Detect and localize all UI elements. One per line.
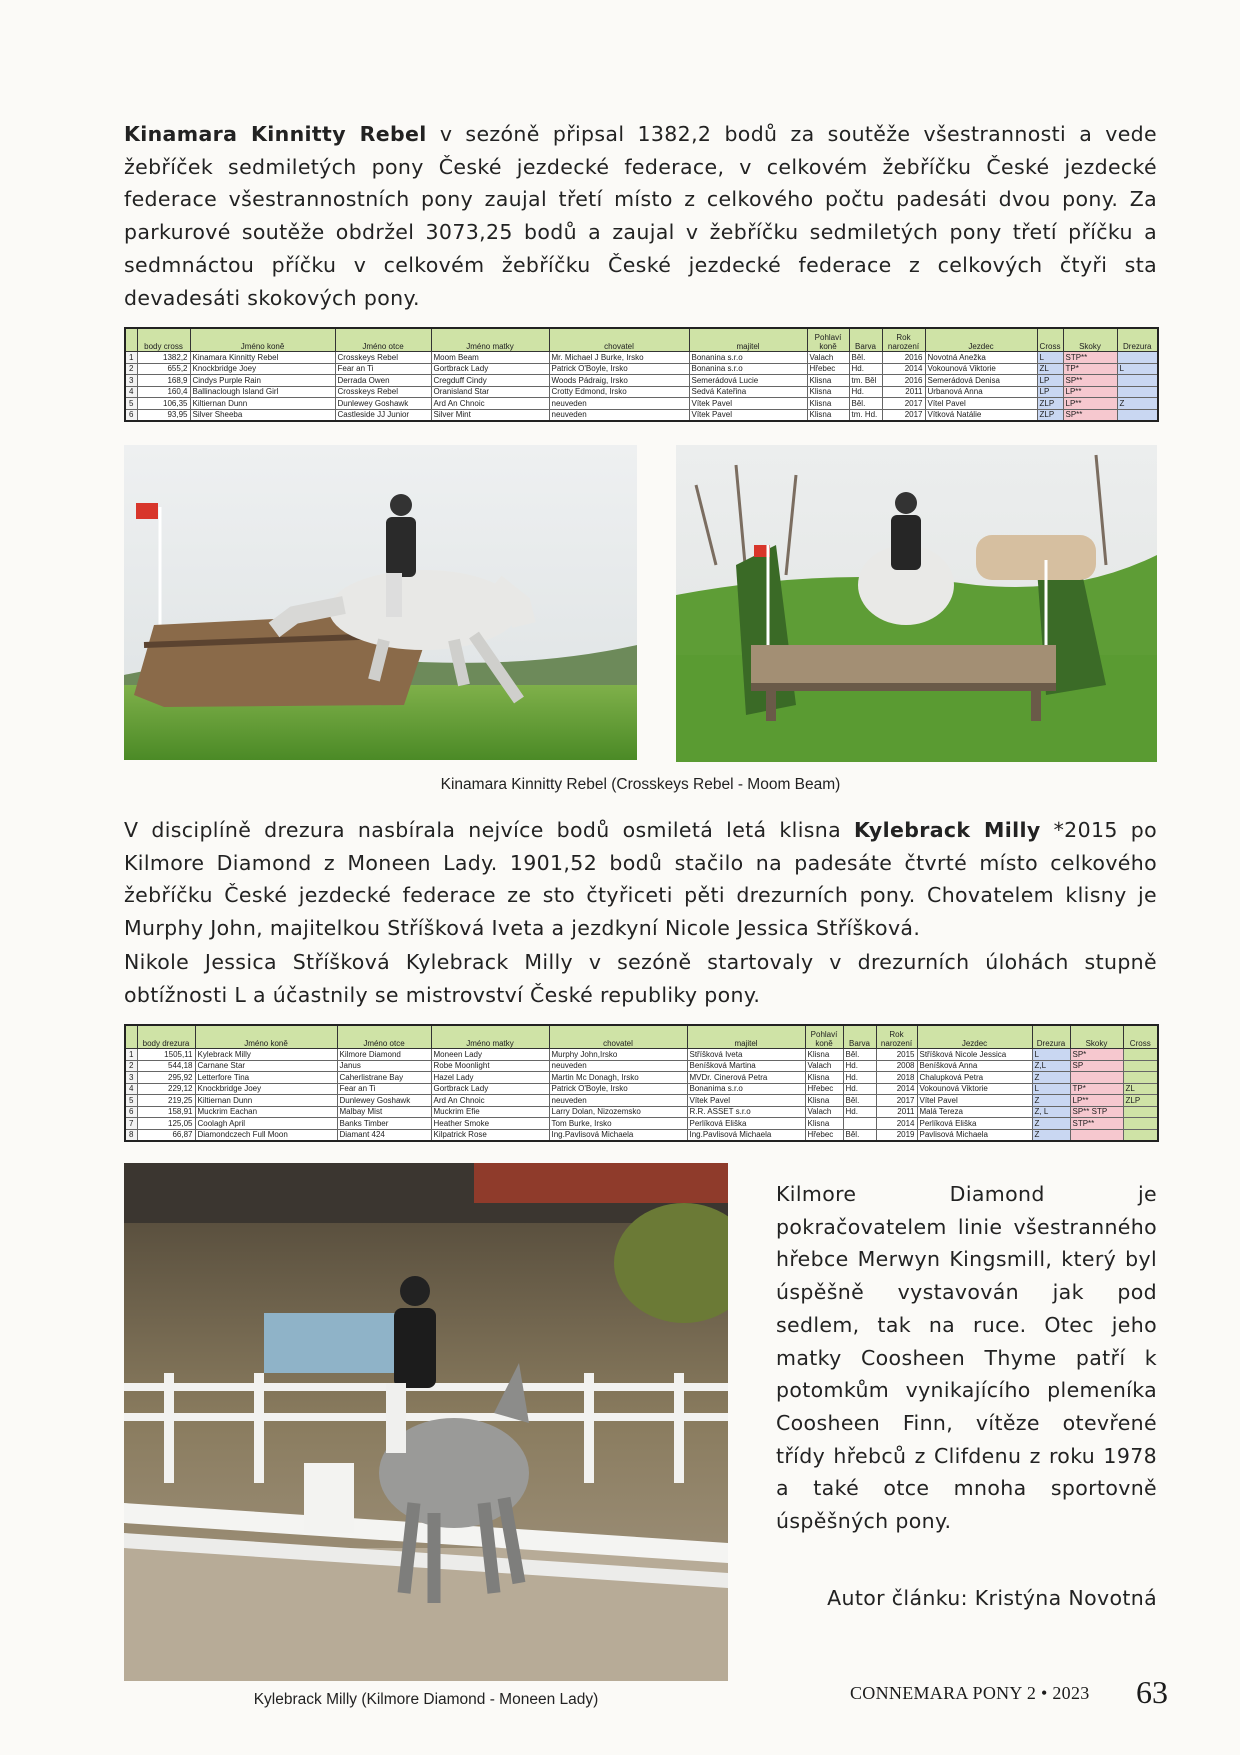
table-cell: Fear an Ti: [335, 363, 431, 375]
table-cell: 2014: [882, 363, 925, 375]
table-cell: Mr. Michael J Burke, Irsko: [549, 352, 689, 364]
table-cell: Klisna: [807, 386, 849, 398]
table-cell: 4: [125, 386, 137, 398]
table-cell: Dunlewey Goshawk: [337, 1095, 431, 1107]
table-cell: neuveden: [549, 409, 689, 421]
table-cell: TP*: [1070, 1083, 1123, 1095]
table-cell: [1123, 1118, 1158, 1130]
table-row: [125, 363, 1158, 375]
column-header: Jméno matky: [431, 1025, 549, 1049]
author-credit: Autor článku: Kristýna Novotná: [827, 1586, 1157, 1610]
table-cell: SP**: [1063, 375, 1117, 387]
table-cell: STP**: [1070, 1118, 1123, 1130]
table-cell: Bonanina s.r.o: [689, 352, 807, 364]
table-cell: Letterfore Tina: [195, 1072, 337, 1084]
table-cell: Vítek Pavel: [689, 409, 807, 421]
table-cell: Ing.Pavlisová Michaela: [687, 1129, 805, 1141]
table-cell: Diamant 424: [337, 1129, 431, 1141]
column-header: majitel: [689, 328, 807, 352]
table-cell: L: [1032, 1083, 1070, 1095]
table-cell: Patrick O'Boyle, Irsko: [549, 363, 689, 375]
table-cell: 6: [125, 409, 137, 421]
table-cell: Sedvá Kateřina: [689, 386, 807, 398]
intro-text: v sezóně připsal 1382,2 bodů za soutěže všestrannosti a vede žebříček sedmiletých pony České jezdecké federace, v celkovém žebříčku České jezdecké federace všestrannostních pony zaujal třetí místo z celkového počtu padesáti dvou pony. Za parkurové soutěže obdržel 3073,25 bodů a zaujal v žebříčku sedmiletých pony třetí příčku a sedmnáctou příčku v celkovém žebříčku České jezdecké federace z celkových čtyři sta devadesáti skokových pony.: [124, 122, 1158, 310]
table-cell: Z, L: [1032, 1106, 1070, 1118]
table-cell: Běl.: [849, 352, 882, 364]
table-cell: Larry Dolan, Nizozemsko: [549, 1106, 687, 1118]
table-cell: Kiltiernan Dunn: [195, 1095, 337, 1107]
table-cell: 655,2: [137, 363, 190, 375]
table-cell: 2011: [882, 386, 925, 398]
table-cell: Carnane Star: [195, 1060, 337, 1072]
table-cell: 219,25: [137, 1095, 195, 1107]
table-cell: LP**: [1070, 1095, 1123, 1107]
table-cell: Valach: [807, 352, 849, 364]
table-cell: Klisna: [805, 1118, 843, 1130]
caption-top-photos: Kinamara Kinnitty Rebel (Crosskeys Rebel - Moom Beam): [440, 776, 841, 793]
table-cell: Z: [1117, 398, 1158, 410]
table-row: [125, 1095, 1158, 1107]
table-cell: neuveden: [549, 398, 689, 410]
table-cell: Z: [1032, 1129, 1070, 1141]
table-cell: Bonanina s.r.o: [689, 363, 807, 375]
table-cell: Valach: [805, 1106, 843, 1118]
table-cell: Vokounová Viktorie: [917, 1083, 1032, 1095]
table-cell: [1117, 375, 1158, 387]
table-row: [125, 409, 1158, 421]
table-cell: Diamondczech Full Moon: [195, 1129, 337, 1141]
table-cell: 295,92: [137, 1072, 195, 1084]
table-cell: 2014: [876, 1083, 917, 1095]
column-header: Cross: [1123, 1025, 1158, 1049]
column-header: Cross: [1037, 328, 1063, 352]
table-cell: Malá Tereza: [917, 1106, 1032, 1118]
table-cell: [843, 1118, 876, 1130]
column-header: [125, 328, 137, 352]
table-row: [125, 1083, 1158, 1095]
table-cell: [1117, 386, 1158, 398]
table-cell: Perlíková Eliška: [687, 1118, 805, 1130]
table-cell: Valach: [805, 1060, 843, 1072]
table-cell: [1123, 1106, 1158, 1118]
table-cell: LP: [1037, 375, 1063, 387]
table-cell: Hd.: [843, 1072, 876, 1084]
table-cell: Klisna: [805, 1072, 843, 1084]
table-cell: Hazel Lady: [431, 1072, 549, 1084]
column-header: Jméno koně: [195, 1025, 337, 1049]
table-cell: SP*: [1070, 1049, 1123, 1061]
table-cell: Klisna: [807, 409, 849, 421]
page-number: 63: [1136, 1674, 1168, 1710]
table-cell: neuveden: [549, 1095, 687, 1107]
column-header: chovatel: [549, 1025, 687, 1049]
table-cell: 1: [125, 352, 137, 364]
table-cell: 158,91: [137, 1106, 195, 1118]
table-cell: 168,9: [137, 375, 190, 387]
column-header: Drezura: [1117, 328, 1158, 352]
table-cell: Tom Burke, Irsko: [549, 1118, 687, 1130]
table-cell: 2: [125, 1060, 137, 1072]
table-row: [125, 386, 1158, 398]
table-cell: Vítková Natálie: [925, 409, 1037, 421]
table-cell: 160,4: [137, 386, 190, 398]
table-cell: Hd.: [843, 1083, 876, 1095]
table-cell: Hd.: [843, 1106, 876, 1118]
side-text-kilmore-diamond: Kilmore Diamond je pokračovatelem linie všestranného hřebce Merwyn Kingsmill, který byl úspěšně vystavován jak pod sedlem, tak na ruce. Otec jeho matky Coosheen Thyme patří k potomkům vynikajícího plemeníka Coosheen Finn, vítěze otevřené třídy hřebců z Clifdenu z roku 1978 a také otce mnoha sportovně úspěšných pony.: [776, 1182, 1157, 1534]
column-header: Skoky: [1063, 328, 1117, 352]
table-row: [125, 1060, 1158, 1072]
photo-dressage: [124, 1163, 728, 1681]
table-cell: Hřebec: [805, 1083, 843, 1095]
table-cell: 6: [125, 1106, 137, 1118]
table-cell: 3: [125, 375, 137, 387]
photo-cross-jump-bench: [676, 445, 1157, 762]
table-cell: Silver Mint: [431, 409, 549, 421]
column-header: Jméno otce: [337, 1025, 431, 1049]
table-cell: Semerádová Lucie: [689, 375, 807, 387]
table-cell: neuveden: [549, 1060, 687, 1072]
column-header: Barva: [843, 1025, 876, 1049]
table-cell: Klisna: [807, 375, 849, 387]
table-cell: Hřebec: [807, 363, 849, 375]
table-cell: [1123, 1072, 1158, 1084]
table-cell: Z,L: [1032, 1060, 1070, 1072]
table-cell: Kilmore Diamond: [337, 1049, 431, 1061]
table-cell: Muckrim Efie: [431, 1106, 549, 1118]
table-cell: 2019: [876, 1129, 917, 1141]
table-cell: 93,95: [137, 409, 190, 421]
caption-bottom-photo: Kylebrack Milly (Kilmore Diamond - Moneen Lady): [253, 1691, 599, 1708]
dressage-text-b: *2015 po Kilmore Diamond z Moneen Lady. 1901,52 bodů stačilo na padesáte čtvrté místo celkového žebříčku České jezdecké federace ze sto čtyřiceti pěti drezurních pony. Chovatelem klisny je Murphy John, majitelkou Stříšková Iveta a jezdkyní Nicole Jessica Stříšková.: [124, 818, 1157, 941]
table-cell: Ing.Pavlisová Michaela: [549, 1129, 687, 1141]
table-cell: Cindys Purple Rain: [190, 375, 335, 387]
table-cell: Běl.: [849, 398, 882, 410]
cross-ranking-table: [124, 327, 1159, 422]
table-cell: [1123, 1129, 1158, 1141]
table-cell: Knockbridge Joey: [190, 363, 335, 375]
table-cell: LP**: [1063, 386, 1117, 398]
table-cell: [1070, 1129, 1123, 1141]
table-cell: 2015: [876, 1049, 917, 1061]
table-cell: Oranisland Star: [431, 386, 549, 398]
column-header: Pohlaví koně: [807, 328, 849, 352]
table-cell: tm. Běl: [849, 375, 882, 387]
table-row: [125, 1129, 1158, 1141]
table-cell: Castleside JJ Junior: [335, 409, 431, 421]
table-cell: 1505,11: [137, 1049, 195, 1061]
table-header-row: [125, 1025, 1158, 1049]
footer-magazine: CONNEMARA PONY 2 • 2023: [850, 1683, 1090, 1703]
column-header: Drezura: [1032, 1025, 1070, 1049]
table-row: [125, 1118, 1158, 1130]
table-cell: Stříšková Nicole Jessica: [917, 1049, 1032, 1061]
table-row: [125, 1106, 1158, 1118]
table-cell: L: [1032, 1049, 1070, 1061]
table-cell: SP**: [1063, 409, 1117, 421]
table-cell: Banks Timber: [337, 1118, 431, 1130]
table-cell: LP: [1037, 386, 1063, 398]
table-cell: Fear an Ti: [337, 1083, 431, 1095]
column-header: [125, 1025, 137, 1049]
table-cell: 2017: [882, 398, 925, 410]
table-cell: Cregduff Cindy: [431, 375, 549, 387]
table-cell: 125,05: [137, 1118, 195, 1130]
table-cell: 229,12: [137, 1083, 195, 1095]
column-header: body drezura: [137, 1025, 195, 1049]
table-cell: TP*: [1063, 363, 1117, 375]
table-cell: Derrada Owen: [335, 375, 431, 387]
table-cell: Klisna: [805, 1095, 843, 1107]
column-header: chovatel: [549, 328, 689, 352]
column-header: Jezdec: [917, 1025, 1032, 1049]
dressage-paragraph-2: Nikole Jessica Stříšková Kylebrack Milly v sezóně startovaly v drezurních úlohách stupně obtížnosti L a účastnily se mistrovství České republiky pony.: [124, 950, 1157, 1007]
table-cell: Kinamara Kinnitty Rebel: [190, 352, 335, 364]
table-cell: 7: [125, 1118, 137, 1130]
table-cell: Hd.: [849, 386, 882, 398]
column-header: Rok narození: [876, 1025, 917, 1049]
table-cell: Silver Sheeba: [190, 409, 335, 421]
table-cell: L: [1117, 363, 1158, 375]
table-cell: Kiltiernan Dunn: [190, 398, 335, 410]
table-cell: 66,87: [137, 1129, 195, 1141]
table-cell: Vítel Pavel: [917, 1095, 1032, 1107]
table-row: [125, 1049, 1158, 1061]
table-cell: Caherlistrane Bay: [337, 1072, 431, 1084]
table-cell: Hd.: [849, 363, 882, 375]
table-cell: Knockbridge Joey: [195, 1083, 337, 1095]
table-cell: Crosskeys Rebel: [335, 386, 431, 398]
table-cell: Urbanová Anna: [925, 386, 1037, 398]
table-cell: Klisna: [805, 1049, 843, 1061]
table-cell: Gortbrack Lady: [431, 363, 549, 375]
table-cell: 2: [125, 363, 137, 375]
table-cell: 2017: [882, 409, 925, 421]
table-cell: 1382,2: [137, 352, 190, 364]
table-cell: Běl.: [843, 1049, 876, 1061]
table-cell: Ard An Chnoic: [431, 398, 549, 410]
table-cell: STP**: [1063, 352, 1117, 364]
table-cell: Novotná Anežka: [925, 352, 1037, 364]
table-cell: 8: [125, 1129, 137, 1141]
table-cell: LP**: [1063, 398, 1117, 410]
table-cell: Vokounová Viktorie: [925, 363, 1037, 375]
table-cell: Běl.: [843, 1129, 876, 1141]
table-cell: Gortbrack Lady: [431, 1083, 549, 1095]
table-row: [125, 398, 1158, 410]
table-cell: 3: [125, 1072, 137, 1084]
table-cell: [1117, 409, 1158, 421]
table-cell: 5: [125, 1095, 137, 1107]
table-cell: 2011: [876, 1106, 917, 1118]
dressage-horse-name: Kylebrack Milly: [854, 818, 1041, 842]
table-cell: SP** STP: [1070, 1106, 1123, 1118]
table-cell: 2008: [876, 1060, 917, 1072]
table-cell: Murphy John,Irsko: [549, 1049, 687, 1061]
table-cell: [1123, 1049, 1158, 1061]
table-cell: Martin Mc Donagh, Irsko: [549, 1072, 687, 1084]
dressage-paragraph: [124, 814, 1157, 945]
table-cell: Ard An Chnoic: [431, 1095, 549, 1107]
table-cell: 5: [125, 398, 137, 410]
table-row: [125, 375, 1158, 387]
table-cell: Bonanima s.r.o: [687, 1083, 805, 1095]
table-cell: Chalupková Petra: [917, 1072, 1032, 1084]
table-cell: Hd.: [843, 1060, 876, 1072]
table-cell: ZLP: [1037, 398, 1063, 410]
table-cell: Robe Moonlight: [431, 1060, 549, 1072]
table-row: [125, 352, 1158, 364]
table-cell: L: [1037, 352, 1063, 364]
column-header: Skoky: [1070, 1025, 1123, 1049]
dressage-text-a: V disciplíně drezura nasbírala nejvíce bodů osmiletá letá klisna: [124, 818, 854, 842]
photo-cross-jump-log: [124, 445, 637, 760]
table-row: [125, 1072, 1158, 1084]
table-cell: Vítek Pavel: [689, 398, 807, 410]
table-cell: 2016: [882, 352, 925, 364]
table-cell: Z: [1032, 1095, 1070, 1107]
table-cell: Moneen Lady: [431, 1049, 549, 1061]
table-cell: Vítel Pavel: [925, 398, 1037, 410]
table-cell: 2016: [882, 375, 925, 387]
table-cell: ZLP: [1037, 409, 1063, 421]
table-cell: Janus: [337, 1060, 431, 1072]
table-cell: Moom Beam: [431, 352, 549, 364]
table-cell: Běl.: [843, 1095, 876, 1107]
table-cell: Patrick O'Boyle, Irsko: [549, 1083, 687, 1095]
table-cell: 2014: [876, 1118, 917, 1130]
table-cell: Z: [1032, 1118, 1070, 1130]
column-header: Rok narození: [882, 328, 925, 352]
table-cell: tm. Hd.: [849, 409, 882, 421]
intro-horse-name: Kinamara Kinnitty Rebel: [124, 122, 427, 146]
table-cell: SP: [1070, 1060, 1123, 1072]
intro-paragraph: [124, 118, 1157, 314]
table-cell: Stříšková Iveta: [687, 1049, 805, 1061]
column-header: majitel: [687, 1025, 805, 1049]
table-cell: Crotty Edmond, Irsko: [549, 386, 689, 398]
table-cell: 2017: [876, 1095, 917, 1107]
table-cell: Perlíková Eliška: [917, 1118, 1032, 1130]
table-cell: Vítek Pavel: [687, 1095, 805, 1107]
table-cell: 1: [125, 1049, 137, 1061]
table-cell: Malbay Mist: [337, 1106, 431, 1118]
column-header: Jméno koně: [190, 328, 335, 352]
column-header: Jméno matky: [431, 328, 549, 352]
table-cell: Z: [1032, 1072, 1070, 1084]
table-cell: ZL: [1123, 1083, 1158, 1095]
table-cell: 4: [125, 1083, 137, 1095]
table-cell: Hřebec: [805, 1129, 843, 1141]
table-header-row: [125, 328, 1158, 352]
table-cell: Crosskeys Rebel: [335, 352, 431, 364]
table-cell: Woods Pádraig, Irsko: [549, 375, 689, 387]
table-cell: Klisna: [807, 398, 849, 410]
table-cell: [1070, 1072, 1123, 1084]
column-header: Jméno otce: [335, 328, 431, 352]
table-cell: [1117, 352, 1158, 364]
table-cell: Kilpatrick Rose: [431, 1129, 549, 1141]
table-cell: Coolagh April: [195, 1118, 337, 1130]
table-cell: Pavlisová Michaela: [917, 1129, 1032, 1141]
table-cell: MVDr. Cinerová Petra: [687, 1072, 805, 1084]
table-cell: Ballinaclough Island Girl: [190, 386, 335, 398]
table-cell: 106,35: [137, 398, 190, 410]
table-cell: 544,18: [137, 1060, 195, 1072]
table-cell: R.R. ASSET s.r.o: [687, 1106, 805, 1118]
table-cell: ZL: [1037, 363, 1063, 375]
table-cell: Kylebrack Milly: [195, 1049, 337, 1061]
column-header: Pohlaví koně: [805, 1025, 843, 1049]
table-cell: [1123, 1060, 1158, 1072]
column-header: Jezdec: [925, 328, 1037, 352]
table-cell: 2018: [876, 1072, 917, 1084]
table-cell: Heather Smoke: [431, 1118, 549, 1130]
table-cell: ZLP: [1123, 1095, 1158, 1107]
column-header: Barva: [849, 328, 882, 352]
column-header: body cross: [137, 328, 190, 352]
table-cell: Beníšková Anna: [917, 1060, 1032, 1072]
table-cell: Beníšková Martina: [687, 1060, 805, 1072]
table-cell: Semerádová Denisa: [925, 375, 1037, 387]
table-cell: Dunlewey Goshawk: [335, 398, 431, 410]
dressage-ranking-table: [124, 1024, 1159, 1142]
table-cell: Muckrim Eachan: [195, 1106, 337, 1118]
